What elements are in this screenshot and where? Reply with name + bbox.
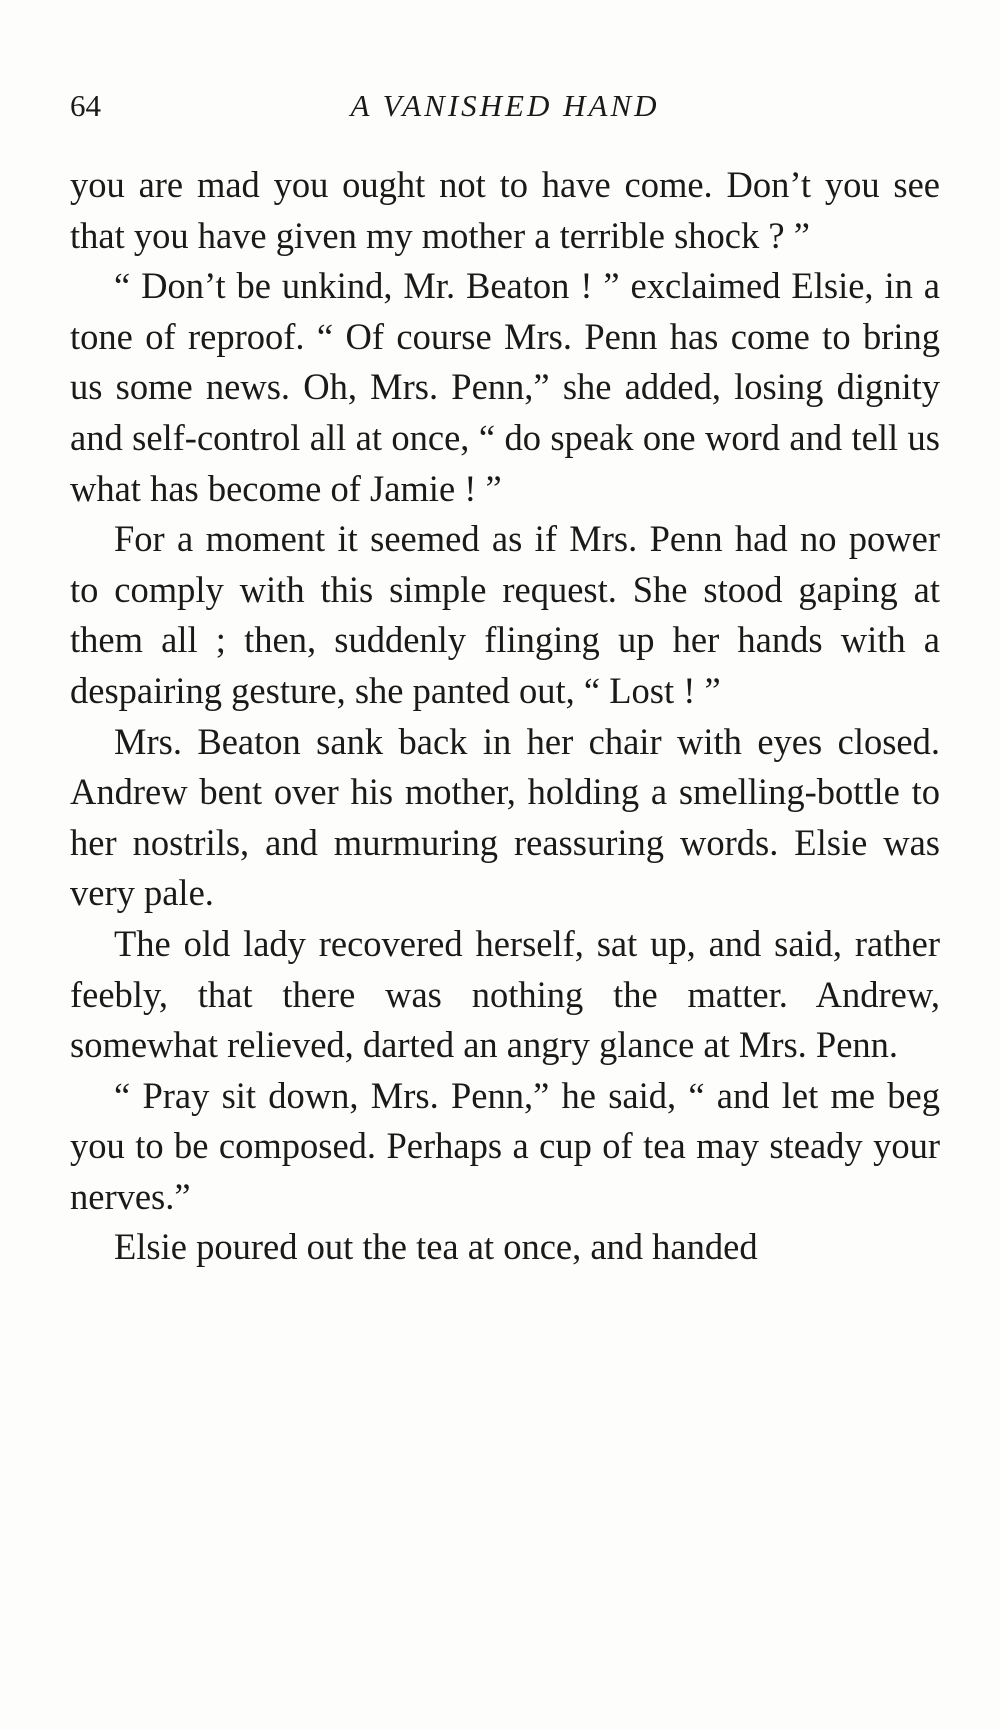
paragraph: Mrs. Beaton sank back in her chair with eyes closed. Andrew bent over his mother, holding a smelling-bottle to her nostrils, and murmuring reassuring words. Elsie was very pale. (70, 720, 940, 914)
paragraph-continued: you are mad you ought not to have come. Don’t you see that you have given my mother a terrible shock ? ” (70, 164, 940, 256)
running-title: A VANISHED HAND (350, 88, 660, 123)
paragraph: “ Don’t be unkind, Mr. Beaton ! ” exclaimed Elsie, in a tone of reproof. “ Of course Mrs. Penn has come to bring us some news. Oh, Mrs. Penn,” she added, losing dignity and self-control all at once, “ do speak one word and tell us what has become of Jamie ! ” (70, 265, 940, 509)
paragraph: For a moment it seemed as if Mrs. Penn had no power to comply with this simple request. She stood gaping at them all ; then, suddenly flinging up her hands with a despairing gesture, she panted out, “ Lost ! ” (70, 518, 940, 711)
page-number: 64 (70, 88, 101, 123)
paragraph: The old lady recovered herself, sat up, and said, rather feebly, that there was nothing the matter. Andrew, somewhat relieved, darted an angry glance at Mrs. Penn. (70, 922, 940, 1066)
paragraph: Elsie poured out the tea at once, and handed (114, 1226, 758, 1268)
running-head (70, 88, 940, 128)
body-text (70, 160, 940, 1273)
paragraph: “ Pray sit down, Mrs. Penn,” he said, “ and let me beg you to be composed. Perhaps a cup of tea may steady your nerves.” (70, 1074, 940, 1217)
